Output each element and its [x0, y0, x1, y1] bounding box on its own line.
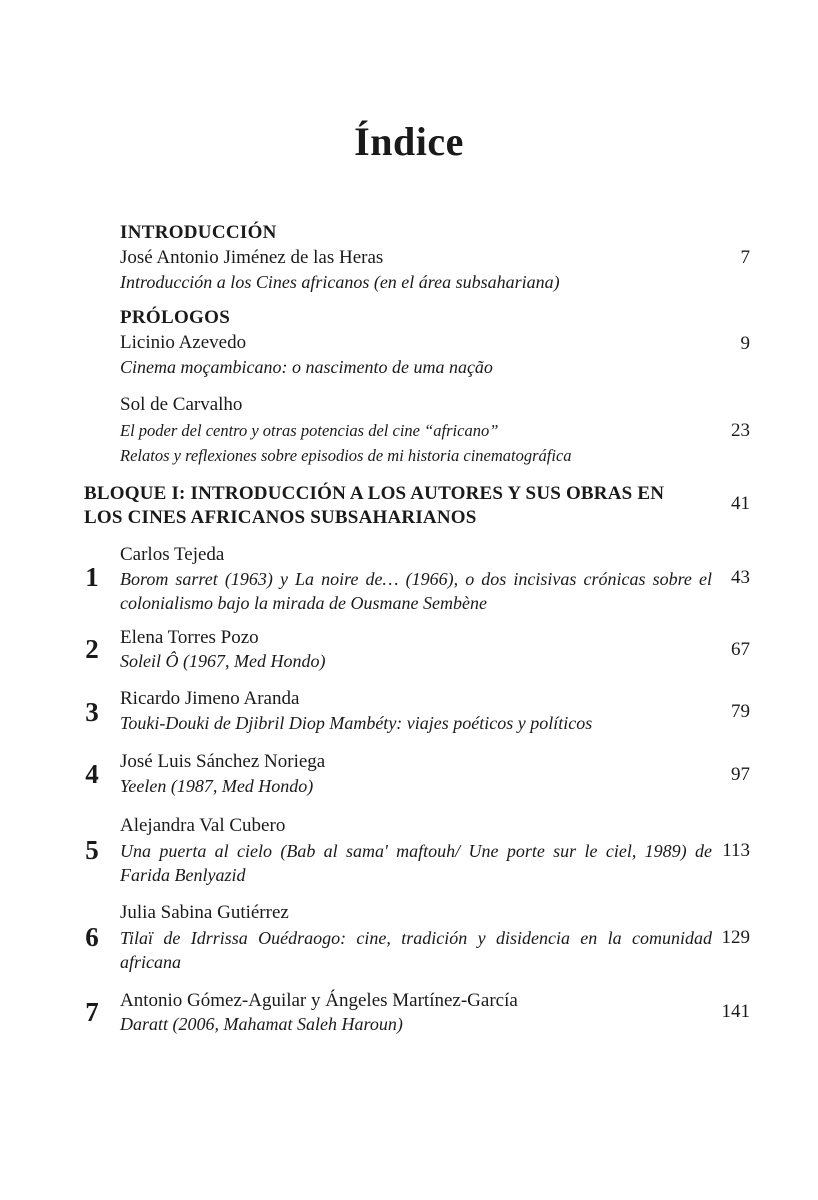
prologo-2-work: El poder del centro y otras potencias del cine “africano” [120, 421, 499, 440]
intro-page: 7 [740, 247, 750, 268]
bloque-heading [84, 482, 724, 530]
chapter-5-number: 5 [85, 835, 99, 865]
chapter-6-work: Tilaï de Idrrissa Ouédraogo: cine, tradición y disidencia en la comunidad africana [120, 928, 712, 972]
chapter-6-page: 129 [721, 927, 750, 948]
chapter-1-number: 1 [85, 562, 99, 592]
chapter-4-number: 4 [85, 759, 99, 789]
prologos-heading: PRÓLOGOS [120, 307, 231, 328]
prologo-1-page: 9 [740, 333, 750, 354]
chapter-6-number: 6 [85, 922, 99, 952]
chapter-3-number: 3 [85, 697, 99, 727]
chapter-5-work: Una puerta al cielo (Bab al sama' maftouh/ Une porte sur le ciel, 1989) de Farida Benlyazid [120, 841, 712, 885]
chapter-3-work: Touki-Douki de Djibril Diop Mambéty: viajes poéticos y políticos [120, 713, 593, 733]
intro-author: José Antonio Jiménez de las Heras [120, 247, 384, 268]
chapter-5-page: 113 [722, 840, 750, 861]
bloque-heading-line-2: LOS CINES AFRICANOS SUBSAHARIANOS [84, 507, 477, 528]
chapter-7-work: Daratt (2006, Mahamat Saleh Haroun) [120, 1014, 403, 1034]
chapter-3-author: Ricardo Jimeno Aranda [120, 688, 300, 709]
intro-heading: INTRODUCCIÓN [120, 222, 277, 243]
bloque-page: 41 [731, 493, 750, 514]
chapter-4-page: 97 [731, 764, 750, 785]
chapter-1-author: Carlos Tejeda [120, 544, 225, 565]
page-title: Índice [354, 119, 464, 164]
chapter-7-page: 141 [721, 1001, 750, 1022]
chapter-4-work: Yeelen (1987, Med Hondo) [120, 776, 314, 796]
chapter-2-page: 67 [731, 639, 750, 660]
intro-work: Introducción a los Cines africanos (en el área subsahariana) [120, 272, 560, 292]
chapter-3-page: 79 [731, 701, 750, 722]
chapter-2-author: Elena Torres Pozo [120, 627, 259, 648]
chapter-1-page: 43 [731, 567, 750, 588]
prologo-2-page: 23 [731, 420, 750, 441]
bloque-heading-line-1: BLOQUE I: INTRODUCCIÓN A LOS AUTORES Y SUS OBRAS EN [84, 483, 665, 504]
chapter-7-number: 7 [85, 997, 99, 1027]
chapter-7-author: Antonio Gómez-Aguilar y Ángeles Martínez-García [120, 990, 518, 1011]
prologo-2-author: Sol de Carvalho [120, 394, 243, 415]
prologo-1-author: Licinio Azevedo [120, 332, 247, 353]
chapter-1-work: Borom sarret (1963) y La noire de… (1966), o dos incisivas crónicas sobre el colonialismo bajo la mirada de Ousmane Sembène [120, 569, 712, 613]
chapter-2-number: 2 [85, 634, 99, 664]
chapter-5-author: Alejandra Val Cubero [120, 815, 286, 836]
chapter-4-author: José Luis Sánchez Noriega [120, 751, 326, 772]
prologo-1-work: Cinema moçambicano: o nascimento de uma nação [120, 357, 493, 377]
chapter-6-author: Julia Sabina Gutiérrez [120, 902, 289, 923]
chapter-2-work: Soleil Ô (1967, Med Hondo) [120, 651, 326, 671]
prologo-2-work2: Relatos y reflexiones sobre episodios de mi historia cinematográfica [120, 446, 572, 465]
